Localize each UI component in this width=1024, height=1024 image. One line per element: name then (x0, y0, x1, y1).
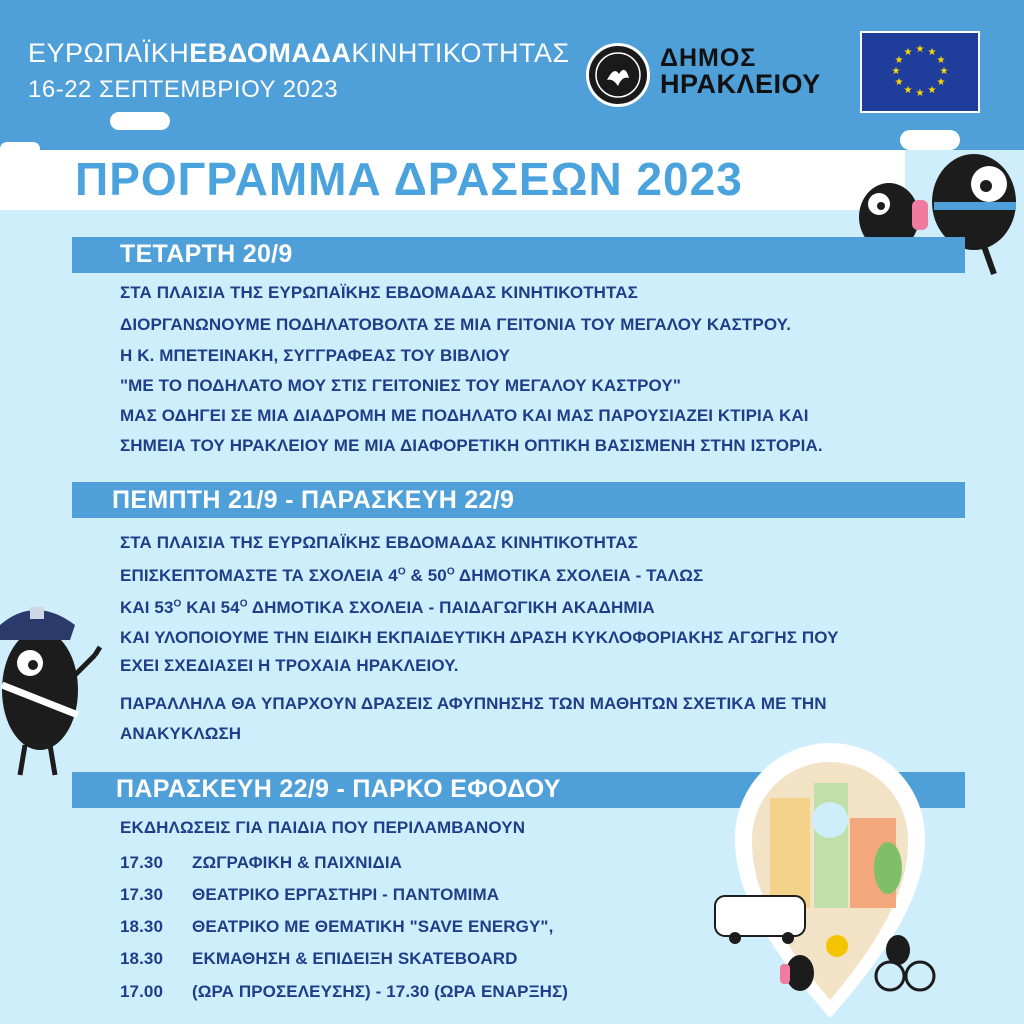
page-title: ΠΡΟΓΡΑΜΜΑ ΔΡΑΣΕΩΝ 2023 (75, 153, 743, 205)
section2-line: ΚΑΙ ΥΛΟΠΟΙΟΥΜΕ ΤΗΝ ΕΙΔΙΚΗ ΕΚΠΑΙΔΕΥΤΙΚΗ ΔΡΑΣΗ ΚΥΚΛΟΦΟΡΙΑΚΗΣ ΑΓΩΓΗΣ ΠΟΥ (120, 628, 839, 647)
municipality-seal-logo (586, 43, 650, 107)
event-dates: 16-22 ΣΕΠΤΕΜΒΡΙΟΥ 2023 (28, 76, 339, 103)
section3-heading: ΠΑΡΑΣΚΕΥΗ 22/9 - ΠΑΡΚΟ ΕΦΟΔΟΥ (116, 775, 561, 803)
svg-text:★: ★ (915, 44, 925, 55)
schedule-item: 17.00 (ΩΡΑ ΠΡΟΣΕΛΕΥΣΗΣ) - 17.30 (ΩΡΑ ΕΝΑΡΞΗΣ) (120, 982, 569, 1001)
section2-line: ΕΠΙΣΚΕΠΤΟΜΑΣΤΕ ΤΑ ΣΧΟΛΕΙΑ $4^O$ & $50^O$ ΔΗΜΟΤΙΚΑ ΣΧΟΛΕΙΑ - ΤΑΛΩΣ (120, 566, 704, 585)
eu-flag-icon (860, 31, 980, 113)
svg-text:★: ★ (891, 66, 901, 77)
section1-heading: ΤΕΤΑΡΤΗ 20/9 (120, 240, 293, 268)
svg-text:★: ★ (927, 85, 937, 96)
section2-line: ΚΑΙ $53^O$ ΚΑΙ $54^O$ ΔΗΜΟΤΙΚΑ ΣΧΟΛΕΙΑ - ΠΑΙΔΑΓΩΓΙΚΗ ΑΚΑΔΗΜΙΑ (120, 598, 655, 617)
svg-text:★: ★ (903, 47, 913, 58)
svg-text:★: ★ (936, 77, 946, 88)
schedule-item: 17.30 ΘΕΑΤΡΙΚΟ ΕΡΓΑΣΤΗΡΙ - ΠΑΝΤΟΜΙΜΑ (120, 885, 500, 904)
schedule-item: 18.30 ΕΚΜΑΘΗΣΗ & ΕΠΙΔΕΙΞΗ SKATEBOARD (120, 949, 518, 968)
svg-text:★: ★ (936, 55, 946, 66)
svg-text:★: ★ (915, 88, 925, 99)
section1-line: ΔΙΟΡΓΑΝΩΝΟΥΜΕ ΠΟΔΗΛΑΤΟΒΟΛΤΑ ΣΕ ΜΙΑ ΓΕΙΤΟΝΙΑ ΤΟΥ ΜΕΓΑΛΟΥ ΚΑΣΤΡΟΥ. (120, 315, 792, 334)
svg-text:★: ★ (894, 77, 904, 88)
section1-line: ΣΤΑ ΠΛΑΙΣΙΑ ΤΗΣ ΕΥΡΩΠΑΪΚΗΣ ΕΒΔΟΜΑΔΑΣ ΚΙΝΗΤΙΚΟΤΗΤΑΣ (120, 283, 638, 302)
svg-text:★: ★ (939, 66, 949, 77)
section2-line: ΑΝΑΚΥΚΛΩΣΗ (120, 724, 242, 743)
cloud-decoration (110, 112, 170, 130)
section2-line: ΕΧΕΙ ΣΧΕΔΙΑΣΕΙ Η ΤΡΟΧΑΙΑ ΗΡΑΚΛΕΙΟΥ. (120, 656, 459, 675)
event-title: ΕΥΡΩΠΑΪΚΗΕΒΔΟΜΑΔΑΚΙΝΗΤΙΚΟΤΗΤΑΣ (28, 38, 570, 68)
city-mobility-map-pin-illustration (710, 728, 970, 1018)
section3-intro: ΕΚΔΗΛΩΣΕΙΣ ΓΙΑ ΠΑΙΔΙΑ ΠΟΥ ΠΕΡΙΛΑΜΒΑΝΟΥΝ (120, 818, 526, 837)
section1-line: Η Κ. ΜΠΕΤΕΙΝΑΚΗ, ΣΥΓΓΡΑΦΕΑΣ ΤΟΥ ΒΙΒΛΙΟΥ (120, 346, 511, 365)
svg-text:★: ★ (903, 85, 913, 96)
schedule-item: 18.30 ΘΕΑΤΡΙΚΟ ΜΕ ΘΕΜΑΤΙΚΗ "SAVE ENERGY", (120, 917, 554, 936)
traffic-police-character-illustration (0, 585, 110, 785)
section2-line: ΣΤΑ ΠΛΑΙΣΙΑ ΤΗΣ ΕΥΡΩΠΑΪΚΗΣ ΕΒΔΟΜΑΔΑΣ ΚΙΝΗΤΙΚΟΤΗΤΑΣ (120, 533, 638, 552)
svg-text:★: ★ (894, 55, 904, 66)
municipality-name: ΔΗΜΟΣ ΗΡΑΚΛΕΙΟΥ (660, 44, 821, 99)
section2-line: ΠΑΡΑΛΛΗΛΑ ΘΑ ΥΠΑΡΧΟΥΝ ΔΡΑΣΕΙΣ ΑΦΥΠΝΗΣΗΣ ΤΩΝ ΜΑΘΗΤΩΝ ΣΧΕΤΙΚΑ ΜΕ ΤΗΝ (120, 694, 827, 713)
section2-heading: ΠΕΜΠΤΗ 21/9 - ΠΑΡΑΣΚΕΥΗ 22/9 (112, 486, 515, 514)
svg-text:★: ★ (927, 47, 937, 58)
section1-line: ΣΗΜΕΙΑ ΤΟΥ ΗΡΑΚΛΕΙΟΥ ΜΕ ΜΙΑ ΔΙΑΦΟΡΕΤΙΚΗ ΟΠΤΙΚΗ ΒΑΣΙΣΜΕΝΗ ΣΤΗΝ ΙΣΤΟΡΙΑ. (120, 436, 823, 455)
schedule-item: 17.30 ΖΩΓΡΑΦΙΚΗ & ΠΑΙΧΝΙΔΙΑ (120, 853, 403, 872)
section1-line: ΜΑΣ ΟΔΗΓΕΙ ΣΕ ΜΙΑ ΔΙΑΔΡΟΜΗ ΜΕ ΠΟΔΗΛΑΤΟ ΚΑΙ ΜΑΣ ΠΑΡΟΥΣΙΑΖΕΙ ΚΤΙΡΙΑ ΚΑΙ (120, 406, 809, 425)
section1-line: "ΜΕ ΤΟ ΠΟΔΗΛΑΤΟ ΜΟΥ ΣΤΙΣ ΓΕΙΤΟΝΙΕΣ ΤΟΥ ΜΕΓΑΛΟΥ ΚΑΣΤΡΟΥ" (120, 376, 681, 395)
